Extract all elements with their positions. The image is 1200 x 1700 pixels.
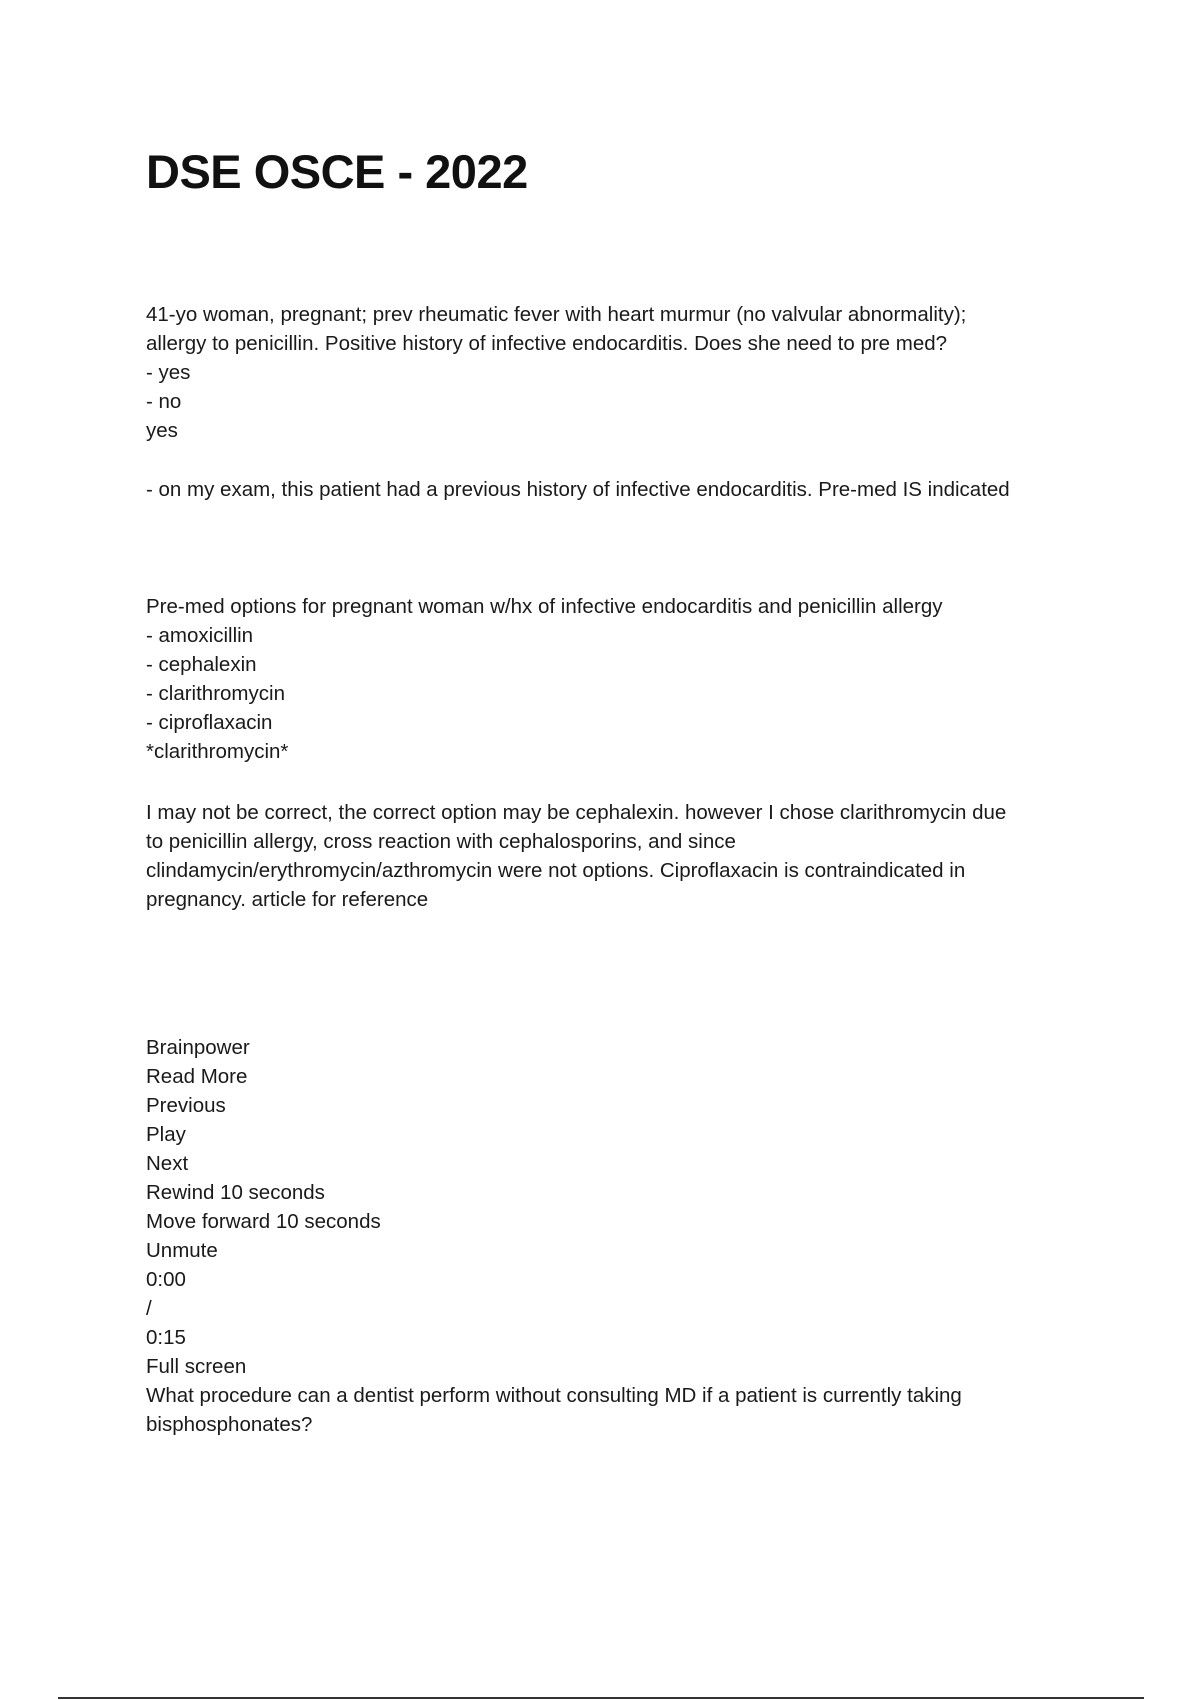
question-3-stem-line-2: bisphosphonates? xyxy=(146,1413,313,1436)
play-label: Play xyxy=(146,1123,186,1146)
question-1-note xyxy=(146,475,1096,504)
question-2-note xyxy=(146,798,1096,914)
page-bottom-divider xyxy=(58,1697,1144,1699)
question-2-note-line-2: to penicillin allergy, cross reaction with cephalosporins, and since xyxy=(146,830,736,853)
question-2-option-cephalexin: - cephalexin xyxy=(146,653,257,676)
question-2-stem: Pre-med options for pregnant woman w/hx of infective endocarditis and penicillin allergy xyxy=(146,595,943,618)
question-2-note-line-4: pregnancy. article for reference xyxy=(146,888,429,911)
media-brand-label: Brainpower xyxy=(146,1036,250,1059)
question-1-stem-line-2: allergy to penicillin. Positive history of infective endocarditis. Does she need to pre med? xyxy=(146,332,948,355)
question-2-note-line-1: I may not be correct, the correct option may be cephalexin. however I chose clarithromycin due xyxy=(146,801,1007,824)
duration: 0:15 xyxy=(146,1326,186,1349)
question-2 xyxy=(146,592,1096,766)
question-2-option-amoxicillin: - amoxicillin xyxy=(146,624,254,647)
fullscreen-label: Full screen xyxy=(146,1355,247,1378)
question-2-option-ciproflaxacin: - ciproflaxacin xyxy=(146,711,273,734)
page-title: DSE OSCE - 2022 xyxy=(146,145,528,198)
question-1-answer: yes xyxy=(146,419,178,442)
question-1-stem-line-1: 41-yo woman, pregnant; prev rheumatic fever with heart murmur (no valvular abnormality); xyxy=(146,303,967,326)
question-2-note-line-3: clindamycin/erythromycin/azthromycin were not options. Ciproflaxacin is contraindicated in xyxy=(146,859,966,882)
previous-label: Previous xyxy=(146,1094,226,1117)
question-1 xyxy=(146,300,1096,445)
rewind-label: Rewind 10 seconds xyxy=(146,1181,325,1204)
question-2-option-clarithromycin: - clarithromycin xyxy=(146,682,285,705)
read-more-label: Read More xyxy=(146,1065,248,1088)
question-1-option-no: - no xyxy=(146,390,182,413)
question-1-option-yes: - yes xyxy=(146,361,191,384)
question-2-answer: *clarithromycin* xyxy=(146,740,289,763)
next-label: Next xyxy=(146,1152,189,1175)
unmute-label: Unmute xyxy=(146,1239,218,1262)
question-1-note-text: - on my exam, this patient had a previous history of infective endocarditis. Pre-med IS indicated xyxy=(146,478,1010,501)
question-3-stem-line-1: What procedure can a dentist perform without consulting MD if a patient is currently taking xyxy=(146,1384,962,1407)
forward-label: Move forward 10 seconds xyxy=(146,1210,381,1233)
media-player-text xyxy=(146,1033,1096,1439)
time-separator: / xyxy=(146,1297,152,1320)
current-time: 0:00 xyxy=(146,1268,186,1291)
